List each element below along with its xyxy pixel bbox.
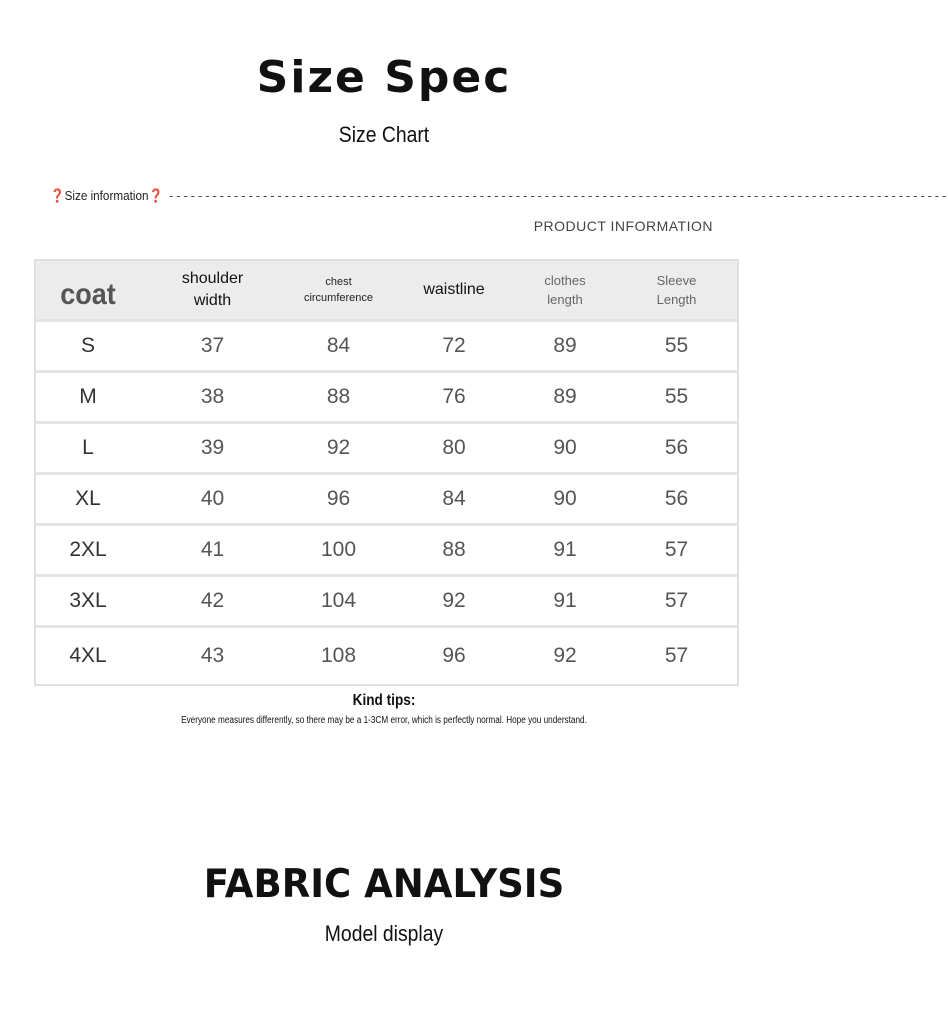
- product-information-label: PRODUCT INFORMATION: [533, 218, 713, 234]
- shoulder-cell: 38: [200, 385, 225, 408]
- shoulder-cell: 41: [200, 538, 225, 561]
- header-coat: coat: [60, 278, 116, 311]
- length-cell: 89: [553, 385, 577, 408]
- header-shoulder-width: shoulder width: [181, 270, 244, 309]
- table-row: [36, 472, 737, 523]
- chest-cell: 104: [320, 589, 357, 612]
- table-header: [36, 261, 737, 319]
- sleeve-cell: 55: [664, 334, 689, 357]
- waist-cell: 72: [442, 334, 466, 357]
- chest-cell: 88: [326, 385, 351, 408]
- chest-cell: 92: [326, 436, 351, 459]
- header-clothes-length: clothes length: [544, 273, 586, 307]
- table-row: [36, 319, 737, 370]
- size-cell: L: [82, 436, 94, 459]
- chest-cell: 108: [320, 644, 357, 667]
- size-table: [34, 259, 739, 686]
- size-cell: M: [79, 385, 97, 408]
- size-information-label: ❓Size information❓: [50, 188, 164, 203]
- table-row: [36, 370, 737, 421]
- sleeve-cell: 55: [664, 385, 689, 408]
- length-cell: 90: [553, 436, 577, 459]
- sleeve-cell: 57: [664, 589, 689, 612]
- sleeve-cell: 56: [664, 487, 689, 510]
- kind-tips-title: Kind tips:: [352, 692, 416, 709]
- waist-cell: 88: [442, 538, 466, 561]
- waist-cell: 80: [442, 436, 466, 459]
- shoulder-cell: 37: [200, 334, 225, 357]
- chest-cell: 84: [326, 334, 351, 357]
- waist-cell: 84: [442, 487, 466, 510]
- shoulder-cell: 43: [200, 644, 225, 667]
- page-subtitle: Size Chart: [338, 122, 430, 147]
- table-row: [36, 421, 737, 472]
- header-waistline: waistline: [423, 281, 485, 298]
- waist-cell: 76: [442, 385, 466, 408]
- length-cell: 91: [553, 538, 577, 561]
- table-row: [36, 574, 737, 625]
- fabric-analysis-title: FABRIC ANALYSIS: [203, 862, 565, 907]
- sleeve-cell: 56: [664, 436, 689, 459]
- length-cell: 91: [553, 589, 577, 612]
- shoulder-cell: 42: [200, 589, 225, 612]
- table-row: [36, 523, 737, 574]
- size-cell: 3XL: [69, 589, 107, 612]
- waist-cell: 92: [442, 589, 466, 612]
- length-cell: 89: [553, 334, 577, 357]
- chest-cell: 100: [320, 538, 357, 561]
- size-cell: S: [80, 334, 95, 357]
- kind-tips-text: Everyone measures differently, so there may be a 1-3CM error, which is perfectly normal. Hope you understand.: [181, 715, 587, 726]
- size-information-divider: [50, 186, 948, 206]
- size-cell: 2XL: [69, 538, 107, 561]
- size-cell: XL: [75, 487, 101, 510]
- shoulder-cell: 39: [200, 436, 225, 459]
- length-cell: 90: [553, 487, 577, 510]
- size-cell: 4XL: [69, 644, 107, 667]
- header-chest-circumference: chest circumference: [303, 276, 374, 304]
- length-cell: 92: [553, 644, 577, 667]
- dashed-line: ------------------------------------------------------------------------------------------------------------: [167, 189, 948, 203]
- shoulder-cell: 40: [200, 487, 225, 510]
- waist-cell: 96: [442, 644, 466, 667]
- sleeve-cell: 57: [664, 538, 689, 561]
- model-display-subtitle: Model display: [324, 921, 444, 946]
- chest-cell: 96: [326, 487, 351, 510]
- header-sleeve-length: Sleeve Length: [656, 273, 697, 307]
- sleeve-cell: 57: [664, 644, 689, 667]
- page-title: Size Spec: [256, 52, 512, 103]
- table-row: [36, 625, 737, 684]
